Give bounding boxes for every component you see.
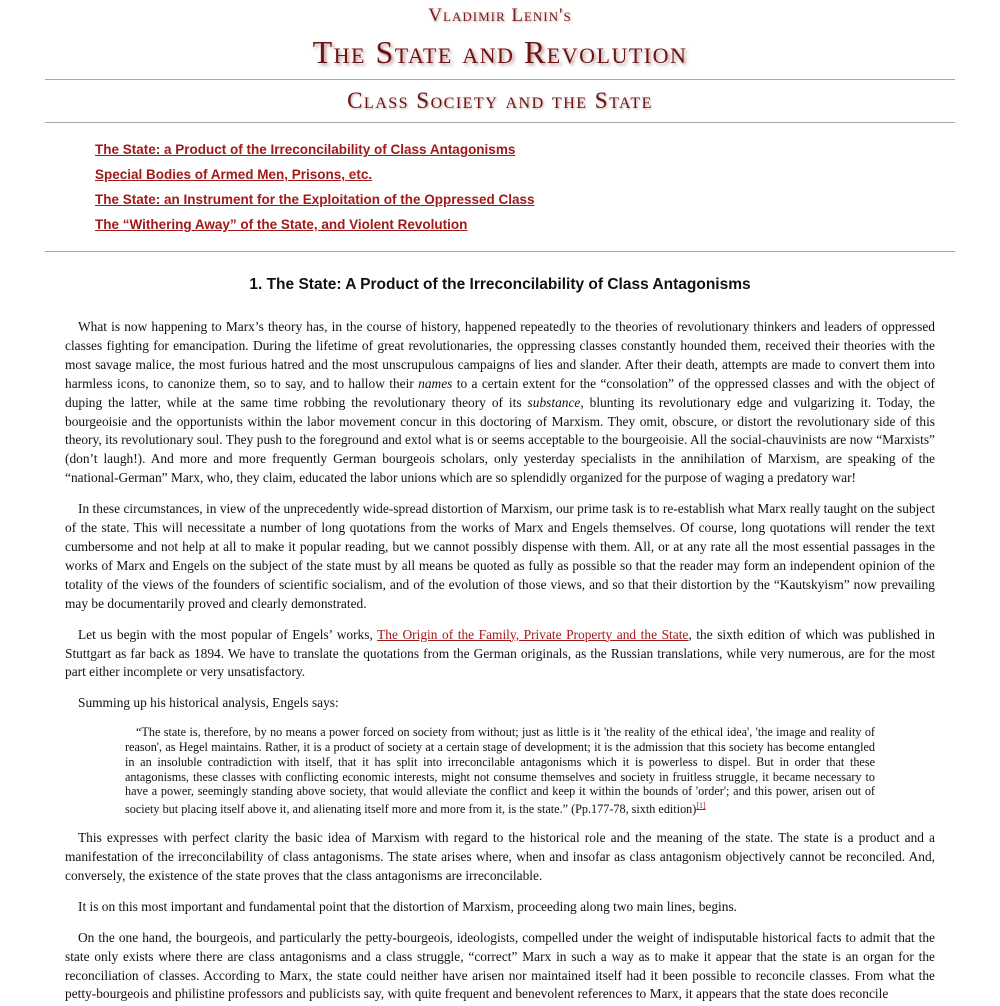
toc-link-withering-away[interactable]: The “Withering Away” of the State, and Violent Revolution bbox=[95, 217, 468, 232]
paragraph: On the one hand, the bourgeois, and particularly the petty-bourgeois, ideologists, compelled under the weight of indisputable historical facts to admit that the state only exists where there are class antagonisms and a class struggle, “correct” Marx in such a way as to make it appear that the state is an organ for the reconciliation of classes. According to Marx, the state could neither have arisen nor maintained itself had it been possible to reconcile classes. From what the petty-bourgeois and philistine professors and publicists say, with quite frequent and benevolent references to Marx, it appears that the state does reconcile bbox=[65, 929, 935, 1002]
toc-item bbox=[95, 191, 1000, 216]
toc-item bbox=[95, 166, 1000, 191]
paragraph: What is now happening to Marx’s theory has, in the course of history, happened repeatedly to the theories of revolutionary thinkers and leaders of oppressed classes fighting for emancipation. During the lifetime of great revolutionaries, the oppressing classes constantly hounded them, received their theories with the most savage malice, the most furious hatred and the most unscrupulous campaigns of lies and slander. After their death, attempts are made to convert them into harmless icons, to canonize them, so to say, and to hallow their names to a certain extent for the “consolation” of the oppressed classes and with the object of duping the latter, while at the same time robbing the revolutionary theory of its substance, blunting its revolutionary edge and vulgarizing it. Today, the bourgeoisie and the opportunists within the labor movement concur in this doctoring of Marxism. They omit, obscure, or distort the revolutionary side of this theory, its revolutionary soul. They push to the foreground and extol what is or seems acceptable to the bourgeoisie. All the social-chauvinists are now “Marxists” (don’t laugh!). And more and more frequently German bourgeois scholars, only yesterday specialists in the annihilation of Marxism, are speaking of the “national-German” Marx, who, they claim, educated the labor unions which are so splendidly organized for the purpose of waging a predatory war! bbox=[65, 319, 936, 486]
table-of-contents bbox=[95, 141, 1000, 241]
page-header bbox=[0, 6, 1000, 123]
engels-quote: “The state is, therefore, by no means a power forced on society from without; just as little is it 'the reality of the ethical idea', 'the image and reality of reason', as Hegel maintains. Rather, it is a product of society at a certain stage of development; it is the admission that this society has become entangled in an insoluble contradiction with itself, that it has split into irreconcilable antagonisms which it is powerless to dispel. But in order that these antagonisms, these classes with conflicting economic interests, might not consume themselves and society in fruitless struggle, it became necessary to have a power, seemingly standing above society, that would alleviate the conflict and keep it within the bounds of 'order'; and this power, arisen out of society but placing itself above it, and alienating itself more and more from it, is the state.” (Pp.177-78, sixth edition)[1] bbox=[125, 725, 875, 817]
book-title: The State and Revolution bbox=[312, 34, 688, 70]
toc-link-armed-men[interactable]: Special Bodies of Armed Men, Prisons, etc. bbox=[95, 167, 373, 182]
author-heading: Vladimir Lenin's bbox=[428, 5, 572, 26]
toc-item bbox=[95, 141, 1000, 166]
toc-link-instrument[interactable]: The State: an Instrument for the Exploitation of the Oppressed Class bbox=[95, 192, 535, 207]
emphasis: names bbox=[418, 375, 453, 391]
toc-item bbox=[95, 216, 1000, 241]
origin-of-family-link[interactable]: The Origin of the Family, Private Property and the State bbox=[377, 626, 689, 642]
paragraph: Let us begin with the most popular of Engels’ works, The Origin of the Family, Private Property and the State, the sixth edition of which was published in Stuttgart as far back as 1894. We have to translate the quotations from the German originals, as the Russian translations, while very numerous, are for the most part either incomplete or very unsatisfactory. bbox=[65, 626, 935, 680]
toc-link-product[interactable]: The State: a Product of the Irreconcilability of Class Antagonisms bbox=[95, 142, 516, 157]
divider bbox=[45, 251, 955, 252]
article-body bbox=[65, 318, 935, 1004]
paragraph: Summing up his historical analysis, Engels says: bbox=[78, 695, 339, 711]
paragraph: It is on this most important and fundamental point that the distortion of Marxism, proceeding along two main lines, begins. bbox=[78, 898, 738, 914]
chapter-title: Class Society and the State bbox=[347, 88, 653, 113]
paragraph: In these circumstances, in view of the unprecedently wide-spread distortion of Marxism, our prime task is to re-establish what Marx really taught on the subject of the state. This will necessitate a number of long quotations from the works of Marx and Engels themselves. Of course, long quotations will render the text cumbersome and not help at all to make it popular reading, but we cannot possibly dispense with them. All, or at any rate all the most essential passages in the works of Marx and Engels on the subject of the state must by all means be quoted as fully as possible so that the reader may form an independent opinion of the totality of the views of the founders of scientific socialism, and of the evolution of those views, and so that their distortion by the “Kautskyism” now prevailing may be documentarily proved and clearly demonstrated. bbox=[65, 501, 935, 611]
paragraph: This expresses with perfect clarity the basic idea of Marxism with regard to the historical role and the meaning of the state. The state is a product and a manifestation of the irreconcilability of class antagonisms. The state arises where, when and insofar as class antagonism objectively cannot be reconciled. And, conversely, the existence of the state proves that the class antagonisms are irreconcilable. bbox=[65, 830, 935, 883]
divider bbox=[45, 122, 955, 123]
footnote-link[interactable]: [1] bbox=[696, 801, 706, 811]
emphasis: substance bbox=[527, 394, 581, 410]
section-title: 1. The State: A Product of the Irreconcilability of Class Antagonisms bbox=[249, 276, 751, 293]
divider bbox=[45, 79, 955, 80]
